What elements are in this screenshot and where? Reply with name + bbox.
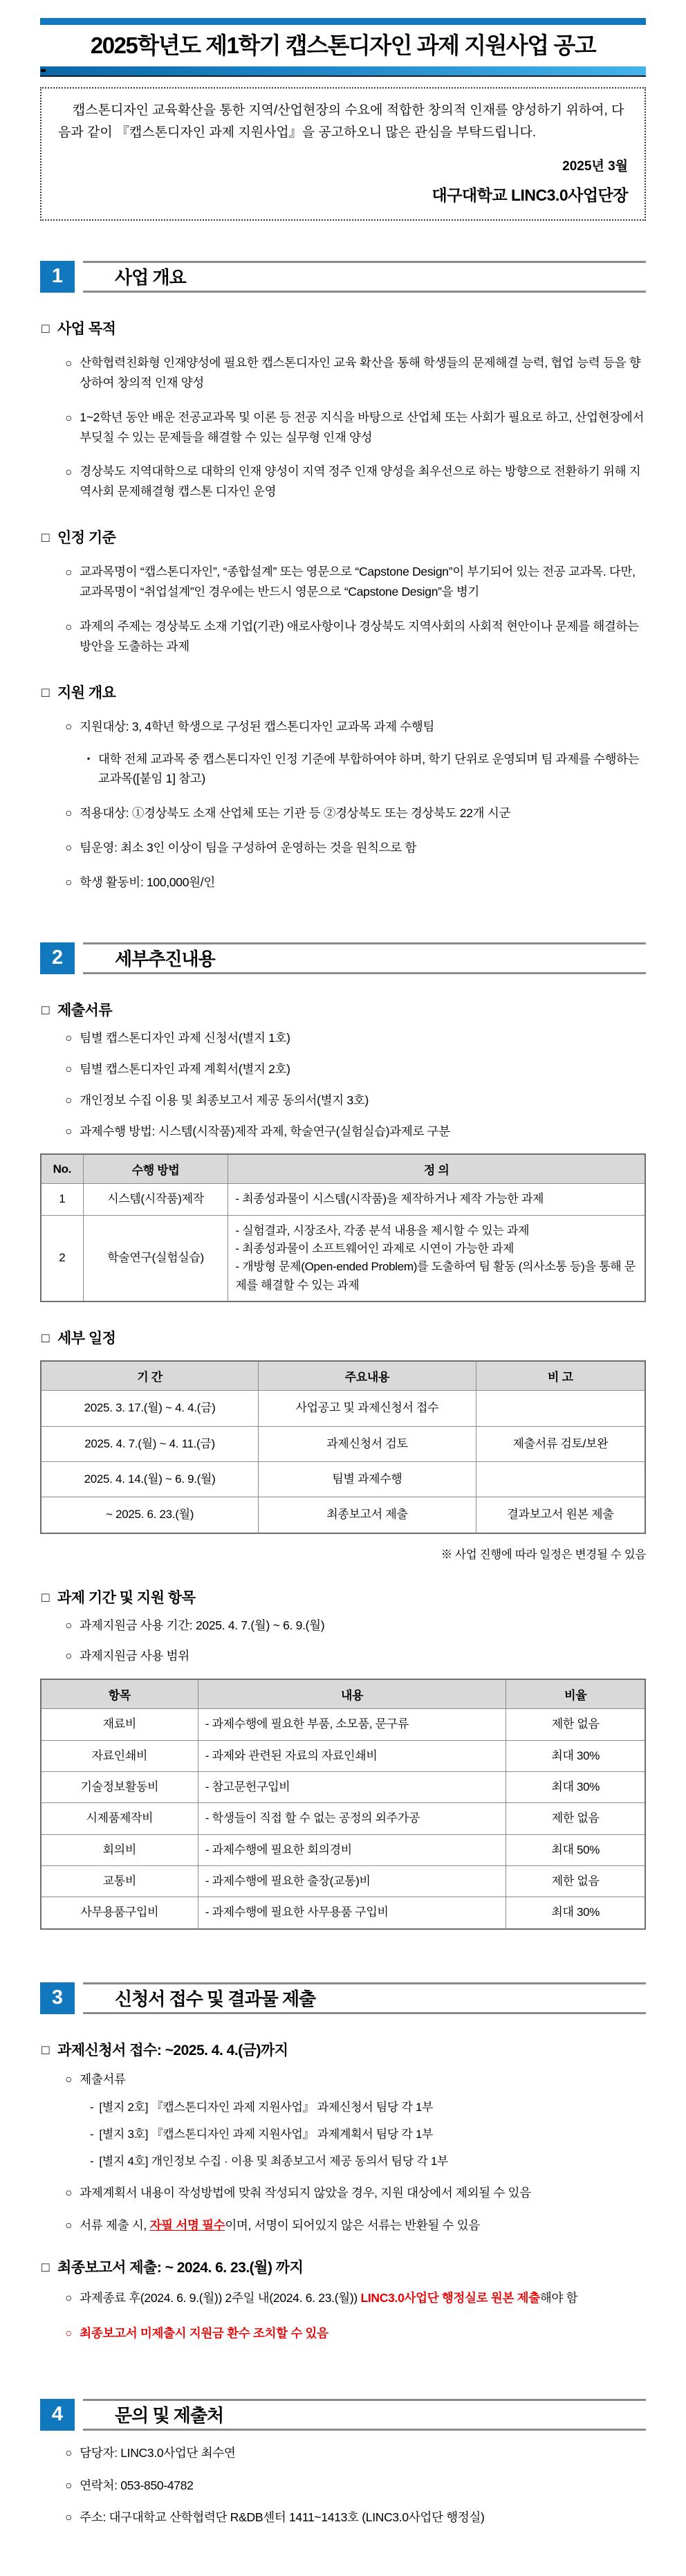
list-item [65, 1122, 646, 1142]
table-row [41, 1461, 645, 1497]
circle-bullet-icon: ○ [65, 720, 73, 733]
circle-bullet-icon: ○ [65, 2446, 73, 2460]
title-top-bar [40, 18, 646, 25]
dash-icon: - [90, 2127, 94, 2141]
circle-bullet-icon: ○ [65, 875, 73, 889]
table-row [41, 1391, 645, 1426]
dash-item-text: [별지 3호] 『캡스톤디자인 과제 지원사업』 과제계획서 팀당 각 1부 [99, 2127, 434, 2141]
dash-item-text: [별지 2호] 『캡스톤디자인 과제 지원사업』 과제신청서 팀당 각 1부 [99, 2100, 434, 2114]
table-cell: 최종보고서 제출 [259, 1497, 476, 1533]
section-title: 신청서 접수 및 결과물 제출 [115, 1989, 316, 2010]
circle-bullet-icon: ○ [65, 1093, 73, 1107]
table-cell: 2025. 4. 14.(월) ~ 6. 9.(월) [41, 1461, 259, 1497]
section-title-rule [83, 942, 646, 974]
list-item-text: 과제계획서 내용이 작성방법에 맞춰 작성되지 않았을 경우, 지원 대상에서 제외될 수 있음 [80, 2186, 531, 2200]
list-item-text: 연락처: 053-850-4782 [80, 2478, 194, 2492]
list-item-text: 경상북도 지역대학으로 대학의 인재 양성이 지역 정주 인재 양성을 최우선으로 하는 방향으로 전환하기 위해 지역사회 문제해결형 캡스톤 디자인 운영 [80, 464, 641, 499]
list-item [65, 353, 646, 393]
table-cell: - 과제와 관련된 자료의 자료인쇄비 [198, 1740, 506, 1771]
title-underline-bar [40, 66, 646, 77]
list-item [65, 462, 646, 502]
table-cell: 제출서류 검토/보완 [476, 1426, 645, 1461]
table-cell: 기술정보활동비 [41, 1771, 198, 1802]
method-table [40, 1153, 646, 1302]
column-header: 항목 [41, 1679, 198, 1709]
square-bullet-icon: ▪ [87, 753, 90, 763]
doc-dash-item [90, 2125, 646, 2144]
table-cell: - 과제수행에 필요한 부품, 소모품, 문구류 [198, 1709, 506, 1740]
section-2-header [40, 942, 646, 974]
table-cell: 2025. 4. 7.(월) ~ 4. 11.(금) [41, 1426, 259, 1461]
table-header-row [41, 1679, 645, 1709]
schedule-note: ※ 사업 진행에 따라 일정은 변경될 수 있음 [441, 1548, 646, 1561]
subheading-label: 과제 기간 및 지원 항목 [57, 1589, 196, 1606]
subheading-label: 사업 목적 [57, 320, 116, 337]
subheading-label: 과제신청서 접수: ~2025. 4. 4.(금)까지 [57, 2042, 288, 2058]
table-cell [228, 1184, 645, 1215]
table-row [41, 1897, 645, 1929]
column-header: 기 간 [41, 1361, 259, 1391]
list-item-text: 적용대상: ①경상북도 소재 산업체 또는 기관 등 ②경상북도 또는 경상북도 22개 시군 [80, 806, 511, 821]
table-cell: 최대 30% [506, 1771, 645, 1802]
list-item [65, 838, 646, 858]
subheading-label: 최종보고서 제출: ~ 2024. 6. 23.(월) 까지 [57, 2259, 304, 2276]
section-title: 문의 및 제출처 [115, 2405, 224, 2427]
circle-bullet-icon: ○ [65, 1649, 73, 1663]
table-cell: 사무용품구입비 [41, 1897, 198, 1929]
list-item-text: 과제수행 방법: 시스템(시작품)제작 과제, 학술연구(실험실습)과제로 구분 [80, 1124, 450, 1138]
table-cell: 자료인쇄비 [41, 1740, 198, 1771]
list-item [65, 1090, 646, 1111]
table-row [41, 1771, 645, 1802]
purpose-list [40, 353, 646, 502]
intro-paragraph: 캡스톤디자인 교육확산을 통한 지역/산업현장의 수요에 적합한 창의적 인재를 양성하기 위하여, 다음과 같이 『캡스톤디자인 과제 지원사업』을 공고하오니 많은 관심을 부탁드립니다. [58, 102, 624, 140]
subheading-label: 제출서류 [57, 1002, 113, 1018]
list-item-text: 지원대상: 3, 4학년 학생으로 구성된 캡스톤디자인 교과목 과제 수행팀 [80, 719, 435, 733]
checkbox-icon: □ [41, 1003, 49, 1018]
section-number-badge: 2 [40, 942, 75, 974]
list-item-text: 과제지원금 사용 범위 [80, 1649, 189, 1663]
doc-dash-item [90, 2098, 646, 2117]
circle-bullet-icon: ○ [65, 2291, 73, 2305]
list-item [65, 2183, 646, 2203]
list-item [65, 2323, 646, 2344]
issuer-signature: 대구대학교 LINC3.0사업단장 [432, 185, 628, 204]
section-title-rule [83, 1982, 646, 2014]
table-cell: 제한 없음 [506, 1709, 645, 1740]
table-cell: - 과제수행에 필요한 사무용품 구입비 [198, 1897, 506, 1929]
table-row [41, 1866, 645, 1897]
circle-bullet-icon: ○ [65, 2510, 73, 2524]
column-header: 주요내용 [259, 1361, 476, 1391]
section-title: 세부추진내용 [115, 949, 215, 970]
section-3-header [40, 1982, 646, 2014]
subheading-label: 인정 기준 [57, 530, 116, 547]
criteria-list [40, 562, 646, 657]
dash-icon: - [90, 2100, 94, 2114]
table-cell: - 과제수행에 필요한 회의경비 [198, 1834, 506, 1865]
dash-item-text: [별지 4호] 개인정보 수집 · 이용 및 최종보고서 제공 동의서 팀당 각 1부 [99, 2154, 449, 2168]
circle-bullet-icon: ○ [65, 356, 73, 370]
table-row [41, 1184, 645, 1215]
contact-phone [65, 2476, 646, 2496]
circle-bullet-icon: ○ [65, 1618, 73, 1632]
contact-person [65, 2443, 646, 2463]
table-cell: 재료비 [41, 1709, 198, 1740]
subheading-label: 지원 개요 [57, 684, 116, 701]
section-4-header [40, 2399, 646, 2431]
table-row [41, 1803, 645, 1834]
bar-tick-mark [41, 69, 46, 72]
subheading-schedule [41, 1327, 646, 1348]
list-item-text: 제출서류 [80, 2072, 126, 2086]
circle-bullet-icon: ○ [65, 806, 73, 820]
list-item [65, 1028, 646, 1048]
refund-warning: 최종보고서 미제출시 지원금 환수 조치할 수 있음 [80, 2326, 328, 2340]
budget-list [40, 1616, 646, 1667]
table-cell: 학술연구(실험실습) [83, 1215, 228, 1301]
circle-bullet-icon: ○ [65, 1031, 73, 1045]
table-cell: 과제신청서 검토 [259, 1426, 476, 1461]
signature-required-warning: 자필 서명 필수 [149, 2218, 225, 2232]
column-header: 비율 [506, 1679, 645, 1709]
apply-warn-list [40, 2183, 646, 2236]
column-header: 내용 [198, 1679, 506, 1709]
submit-location-warning: LINC3.0사업단 행정실로 원본 제출 [360, 2290, 540, 2305]
table-row [41, 1709, 645, 1740]
section-title-rule [83, 261, 646, 293]
checkbox-icon: □ [41, 1590, 49, 1605]
cost-table [40, 1679, 646, 1929]
table-cell: 최대 30% [506, 1740, 645, 1771]
final-text-post: 해야 함 [539, 2290, 578, 2305]
column-header: 수행 방법 [83, 1154, 228, 1184]
list-item [65, 2288, 646, 2308]
circle-bullet-icon: ○ [65, 2218, 73, 2232]
list-item-text: 팀운영: 최소 3인 이상이 팀을 구성하여 운영하는 것을 원칙으로 함 [80, 841, 417, 855]
dash-icon: - [90, 2154, 94, 2168]
column-header: No. [41, 1154, 83, 1184]
table-row [41, 1215, 645, 1301]
table-row [41, 1497, 645, 1533]
table-cell: 제한 없음 [506, 1803, 645, 1834]
table-cell [476, 1461, 645, 1497]
list-item [65, 1646, 646, 1666]
table-cell: - 과제수행에 필요한 출장(교통)비 [198, 1866, 506, 1897]
table-cell: 2 [41, 1215, 83, 1301]
checkbox-icon: □ [41, 531, 49, 546]
circle-bullet-icon: ○ [65, 410, 73, 424]
list-item-text: 개인정보 수집 이용 및 최종보고서 제공 동의서(별지 3호) [80, 1093, 369, 1107]
table-cell-line: - 최종성과물이 시스템(시작품)을 제작하거나 제작 가능한 과제 [235, 1192, 544, 1206]
section-title-rule [83, 2399, 646, 2431]
circle-bullet-icon: ○ [65, 465, 73, 479]
intro-box [40, 87, 646, 221]
table-cell: - 학생들이 직접 할 수 없는 공정의 외주가공 [198, 1803, 506, 1834]
list-item-text [80, 2216, 480, 2236]
page-title: 2025학년도 제1학기 캡스톤디자인 과제 지원사업 공고 [90, 33, 596, 58]
list-item [65, 408, 646, 448]
table-cell-line: - 개방형 문제(Open-ended Problem)를 도출하여 팀 활동 (의사소통 등)을 통해 문제를 해결할 수 있는 과제 [235, 1260, 636, 1292]
warn-text-pre: 서류 제출 시, [80, 2218, 150, 2232]
section-1-header [40, 261, 646, 293]
table-row [41, 1426, 645, 1461]
subheading-budget [41, 1587, 646, 1607]
list-item-text: 교과목명이 “캡스톤디자인”, “종합설계” 또는 영문으로 “Capstone Design”이 부기되어 있는 전공 교과목. 다만, 교과목명이 “취업설계”인 경우에는 반드시 영문으로 “Capstone Design”을 병기 [80, 565, 636, 599]
list-item [65, 1616, 646, 1636]
table-cell [228, 1215, 645, 1301]
section-details [40, 942, 646, 1930]
circle-bullet-icon: ○ [65, 565, 73, 579]
contact-address [65, 2508, 646, 2528]
table-cell [476, 1391, 645, 1426]
docs-list [40, 1028, 646, 1142]
table-header-row [41, 1361, 645, 1391]
table-cell: 1 [41, 1184, 83, 1215]
schedule-table [40, 1360, 646, 1533]
table-cell: 결과보고서 원본 제출 [476, 1497, 645, 1533]
support-sub-item [87, 749, 646, 789]
circle-bullet-icon: ○ [65, 2478, 73, 2492]
final-report-list [40, 2288, 646, 2344]
list-item [65, 2216, 646, 2236]
list-item-text: 학생 활동비: 100,000원/인 [80, 875, 215, 890]
circle-bullet-icon: ○ [65, 841, 73, 855]
list-item [65, 562, 646, 602]
announcement-date: 2025년 3월 [562, 158, 628, 174]
list-item-text: 주소: 대구대학교 산학협력단 R&DB센터 1411~1413호 (LINC3.0사업단 행정실) [80, 2510, 485, 2525]
section-overview [40, 261, 646, 893]
sub-item-text: 대학 전체 교과목 중 캡스톤디자인 인정 기준에 부합하여야 하며, 학기 단위로 운영되며 팀 과제를 수행하는 교과목([붙임 1] 참고) [98, 751, 640, 786]
table-cell: 팀별 과제수행 [259, 1461, 476, 1497]
list-item [65, 873, 646, 893]
table-cell: 시제품제작비 [41, 1803, 198, 1834]
circle-bullet-icon: ○ [65, 2072, 73, 2086]
table-cell: 최대 30% [506, 1897, 645, 1929]
subheading-apply-deadline [41, 2039, 646, 2060]
table-row [41, 1834, 645, 1865]
section-number-badge: 1 [40, 261, 75, 293]
subheading-support [41, 682, 646, 702]
support-list [40, 717, 646, 737]
column-header: 비 고 [476, 1361, 645, 1391]
list-item-text: 담당자: LINC3.0사업단 최수연 [80, 2445, 236, 2460]
table-cell: 최대 50% [506, 1834, 645, 1865]
circle-bullet-icon: ○ [65, 1062, 73, 1076]
list-item [65, 717, 646, 737]
table-row [41, 1740, 645, 1771]
table-cell: ~ 2025. 6. 23.(월) [41, 1497, 259, 1533]
section-title: 사업 개요 [115, 267, 186, 289]
list-item [65, 1059, 646, 1079]
list-item-text: 1~2학년 동안 배운 전공교과목 및 이론 등 전공 지식을 바탕으로 산업체 또는 사회가 필요로 하고, 산업현장에서 부딪칠 수 있는 문제들을 해결할 수 있는 실무형 인재 양성 [80, 410, 645, 444]
table-cell: 제한 없음 [506, 1866, 645, 1897]
list-item [65, 803, 646, 823]
doc-dash-item [90, 2152, 646, 2171]
table-cell: 교통비 [41, 1866, 198, 1897]
table-cell: 시스템(시작품)제작 [83, 1184, 228, 1215]
list-item-text [80, 2288, 577, 2308]
list-item-text: 산학협력친화형 인재양성에 필요한 캡스톤디자인 교육 확산을 통해 학생들의 문제해결 능력, 협업 능력 등을 향상하여 창의적 인재 양성 [80, 355, 641, 390]
list-item-text: 팀별 캡스톤디자인 과제 계획서(별지 2호) [80, 1061, 290, 1076]
checkbox-icon: □ [41, 321, 49, 336]
section-number-badge: 4 [40, 2399, 75, 2431]
checkbox-icon: □ [41, 2043, 49, 2058]
subheading-final-report [41, 2256, 646, 2277]
contact-list [40, 2443, 646, 2528]
subheading-docs [41, 999, 646, 1020]
column-header: 정 의 [228, 1154, 645, 1184]
section-submission [40, 1982, 646, 2344]
list-item-text: 과제지원금 사용 기간: 2025. 4. 7.(월) ~ 6. 9.(월) [80, 1618, 325, 1632]
table-cell: 회의비 [41, 1834, 198, 1865]
list-item-text: 팀별 캡스톤디자인 과제 신청서(별지 1호) [80, 1030, 290, 1045]
table-cell: - 참고문헌구입비 [198, 1771, 506, 1802]
table-header-row [41, 1154, 645, 1184]
table-cell: 2025. 3. 17.(월) ~ 4. 4.(금) [41, 1391, 259, 1426]
checkbox-icon: □ [41, 685, 49, 700]
subheading-label: 세부 일정 [57, 1331, 116, 1347]
table-cell-line: - 최종성과물이 소프트웨어인 과제로 시연이 가능한 과제 [235, 1242, 514, 1256]
section-contact [40, 2399, 646, 2528]
list-item-text: 과제의 주제는 경상북도 소재 기업(기관) 애로사항이나 경상북도 지역사회의 사회적 현안이나 문제를 해결하는 방안을 도출하는 과제 [80, 619, 639, 653]
final-text-pre: 과제종료 후(2024. 6. 9.(월)) 2주일 내(2024. 6. 23.(월)) [80, 2290, 361, 2305]
table-cell: 사업공고 및 과제신청서 접수 [259, 1391, 476, 1426]
support-list-cont [40, 803, 646, 893]
circle-bullet-icon: ○ [65, 2186, 73, 2200]
list-item [65, 616, 646, 657]
subheading-purpose [41, 318, 646, 338]
checkbox-icon: □ [41, 2260, 49, 2275]
warn-text-post: 이며, 서명이 되어있지 않은 서류는 반환될 수 있음 [225, 2218, 480, 2232]
apply-list [40, 2070, 646, 2090]
checkbox-icon: □ [41, 1331, 49, 1346]
section-number-badge: 3 [40, 1982, 75, 2014]
subheading-criteria [41, 527, 646, 547]
circle-bullet-icon: ○ [65, 620, 73, 634]
table-cell-line: - 실험결과, 시장조사, 각종 분석 내용을 제시할 수 있는 과제 [235, 1223, 530, 1237]
list-item [65, 2070, 646, 2090]
circle-bullet-icon: ○ [65, 2326, 73, 2340]
circle-bullet-icon: ○ [65, 1124, 73, 1138]
